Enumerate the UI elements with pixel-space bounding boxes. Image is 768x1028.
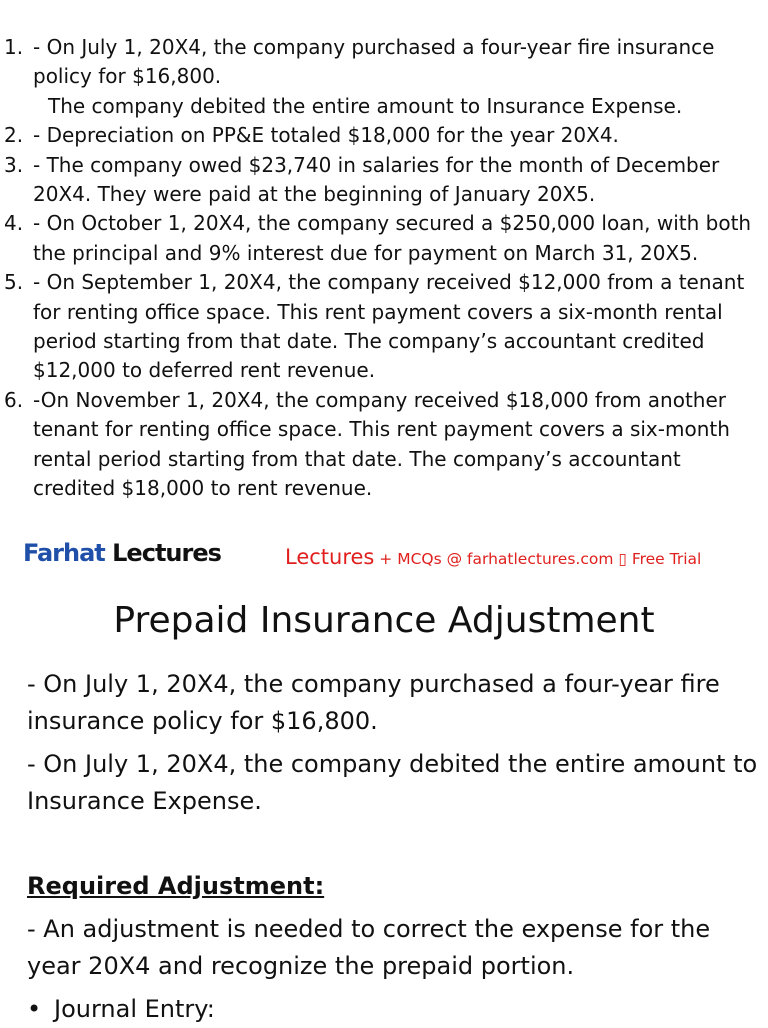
- list-item-number: 3.: [4, 152, 24, 177]
- slide-title: Prepaid Insurance Adjustment: [113, 600, 655, 641]
- list-item-line: $12,000 to deferred rent revenue.: [33, 358, 376, 383]
- farhat-lectures-logo: [23, 539, 221, 567]
- list-item-number: 5.: [4, 270, 24, 295]
- promo-lectures-text: Lectures: [285, 545, 375, 569]
- list-item: [0, 121, 760, 150]
- list-item-number: 4.: [4, 211, 24, 236]
- promo-link[interactable]: [285, 545, 701, 569]
- numbered-problem-list: [0, 33, 760, 504]
- list-item-line: period starting from that date. The company’s accountant credited: [33, 329, 705, 354]
- journal-entry-bullet: [27, 991, 763, 1028]
- list-item: [0, 151, 760, 210]
- list-item-line: credited $18,000 to rent revenue.: [33, 476, 373, 501]
- list-item-line: the principal and 9% interest due for payment on March 31, 20X5.: [33, 240, 699, 265]
- slide-paragraph: - An adjustment is needed to correct the expense for the year 20X4 and recognize the prepaid portion.: [27, 915, 711, 980]
- list-item-line: rental period starting from that date. The company’s accountant: [33, 446, 681, 471]
- required-adjustment-heading: Required Adjustment:: [27, 872, 325, 900]
- list-item-line: tenant for renting office space. This rent payment covers a six-month: [33, 417, 730, 442]
- logo-text-lectures: Lectures: [112, 539, 221, 567]
- list-item-line: for renting office space. This rent payment covers a six-month rental: [33, 299, 723, 324]
- list-item-line: - The company owed $23,740 in salaries for the month of December: [33, 152, 720, 177]
- list-item-line: 20X4. They were paid at the beginning of January 20X5.: [33, 182, 596, 207]
- slide-paragraph: - On July 1, 20X4, the company purchased a four-year fire insurance policy for $16,800.: [27, 670, 720, 735]
- bullet-icon: •: [27, 995, 42, 1023]
- bullet-text: Journal Entry:: [54, 995, 215, 1023]
- list-item-line: - On October 1, 20X4, the company secured a $250,000 loan, with both: [33, 211, 752, 236]
- list-item: [0, 209, 760, 268]
- promo-mcqs-text: + MCQs @ farhatlectures.com ▯ Free Trial: [374, 550, 702, 568]
- list-item-line: - On July 1, 20X4, the company purchased a four-year fire insurance: [33, 35, 715, 59]
- brand-bar: [23, 538, 763, 578]
- list-item-number: 6.: [4, 387, 24, 412]
- list-item-line: policy for $16,800.: [33, 64, 222, 89]
- slide-body: [27, 666, 763, 1028]
- list-item-indented-line: The company debited the entire amount to Insurance Expense.: [48, 93, 683, 118]
- list-item: [0, 33, 760, 121]
- list-item: [0, 268, 760, 386]
- list-item-number: 1.: [4, 35, 24, 59]
- list-item-number: 2.: [4, 123, 24, 148]
- list-item-line: -On November 1, 20X4, the company received $18,000 from another: [33, 387, 727, 412]
- logo-text-farhat: Farhat: [23, 539, 105, 567]
- list-item: [0, 386, 760, 504]
- list-item-line: - Depreciation on PP&E totaled $18,000 for the year 20X4.: [33, 123, 619, 148]
- slide-paragraph: - On July 1, 20X4, the company debited the entire amount to Insurance Expense.: [27, 750, 758, 815]
- list-item-line: - On September 1, 20X4, the company received $12,000 from a tenant: [33, 270, 745, 295]
